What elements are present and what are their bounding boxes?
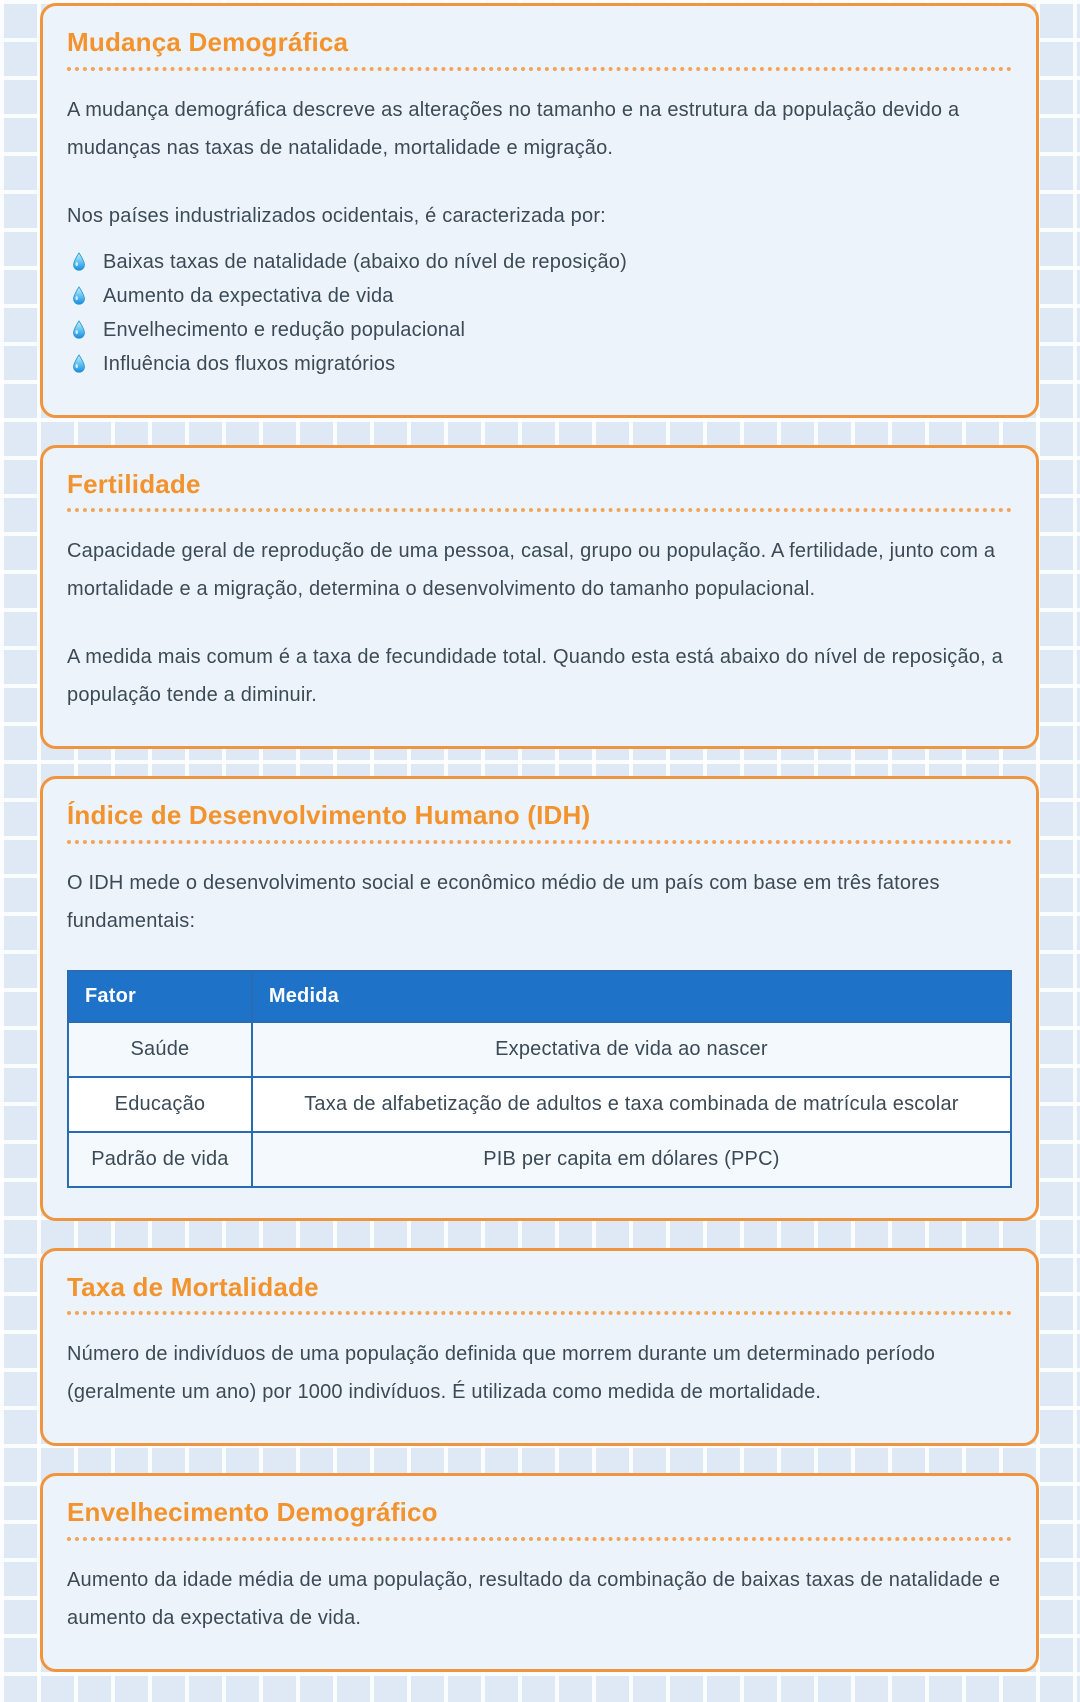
paragraph: A medida mais comum é a taxa de fecundidade total. Quando esta está abaixo do nível de reposição, a população tende a diminuir.: [67, 646, 1003, 706]
card-mudanca-demografica: [40, 3, 1039, 418]
list-item: [67, 313, 1012, 347]
dotted-divider: [67, 1311, 1012, 1315]
column-header-fator: Fator: [68, 971, 252, 1022]
card-title: Taxa de Mortalidade: [67, 1271, 319, 1302]
list-item: [67, 347, 1012, 381]
idh-factors-table: [67, 970, 1012, 1188]
bullet-text: Envelhecimento e redução populacional: [103, 318, 466, 341]
card-fertilidade: [40, 445, 1039, 750]
bullet-text: Aumento da expectativa de vida: [103, 284, 394, 307]
cell-medida: Expectativa de vida ao nascer: [252, 1022, 1011, 1077]
cell-fator: Educação: [68, 1077, 252, 1132]
card-taxa-de-mortalidade: [40, 1248, 1039, 1447]
bullet-text: Baixas taxas de natalidade (abaixo do nível de reposição): [103, 250, 627, 273]
paragraph: Capacidade geral de reprodução de uma pessoa, casal, grupo ou população. A fertilidade, junto com a mortalidade e a migração, determina o desenvolvimento do tamanho populacional.: [67, 540, 996, 600]
bullet-list: [67, 245, 1012, 389]
table-row: [68, 1022, 1011, 1077]
table-row: [68, 1132, 1011, 1187]
dotted-divider: [67, 508, 1012, 512]
bullet-text: Influência dos fluxos migratórios: [103, 352, 396, 375]
card-title: Índice de Desenvolvimento Humano (IDH): [67, 800, 591, 830]
water-drop-icon: [71, 251, 87, 273]
cell-fator: Padrão de vida: [68, 1132, 252, 1187]
cell-medida: Taxa de alfabetização de adultos e taxa combinada de matrícula escolar: [252, 1077, 1011, 1132]
paragraph: A mudança demográfica descreve as alterações no tamanho e na estrutura da população devido a mudanças nas taxas de natalidade, mortalidade e migração.: [67, 98, 960, 159]
table-header-row: [68, 971, 1011, 1022]
water-drop-icon: [71, 353, 87, 375]
paragraph: O IDH mede o desenvolvimento social e econômico médio de um país com base em três fatores fundamentais:: [67, 871, 940, 932]
list-item: [67, 245, 1012, 279]
card-title: Mudança Demográfica: [67, 27, 349, 57]
paragraph: Nos países industrializados ocidentais, é caracterizada por:: [67, 204, 606, 227]
column-header-medida: Medida: [252, 971, 1011, 1022]
cell-fator: Saúde: [68, 1022, 252, 1077]
card-idh: [40, 776, 1039, 1221]
card-title: Fertilidade: [67, 468, 201, 499]
dotted-divider: [67, 840, 1012, 844]
table-row: [68, 1077, 1011, 1132]
water-drop-icon: [71, 285, 87, 307]
card-title: Envelhecimento Demográfico: [67, 1497, 438, 1527]
paragraph: Número de indivíduos de uma população definida que morrem durante um determinado período (geralmente um ano) por 1000 indivíduos. É utilizada como medida de mortalidade.: [67, 1343, 936, 1403]
list-item: [67, 279, 1012, 313]
card-envelhecimento-demografico: [40, 1473, 1039, 1672]
dotted-divider: [67, 67, 1012, 71]
dotted-divider: [67, 1537, 1012, 1541]
cell-medida: PIB per capita em dólares (PPC): [252, 1132, 1011, 1187]
water-drop-icon: [71, 319, 87, 341]
paragraph: Aumento da idade média de uma população, resultado da combinação de baixas taxas de natalidade e aumento da expectativa de vida.: [67, 1568, 1001, 1629]
